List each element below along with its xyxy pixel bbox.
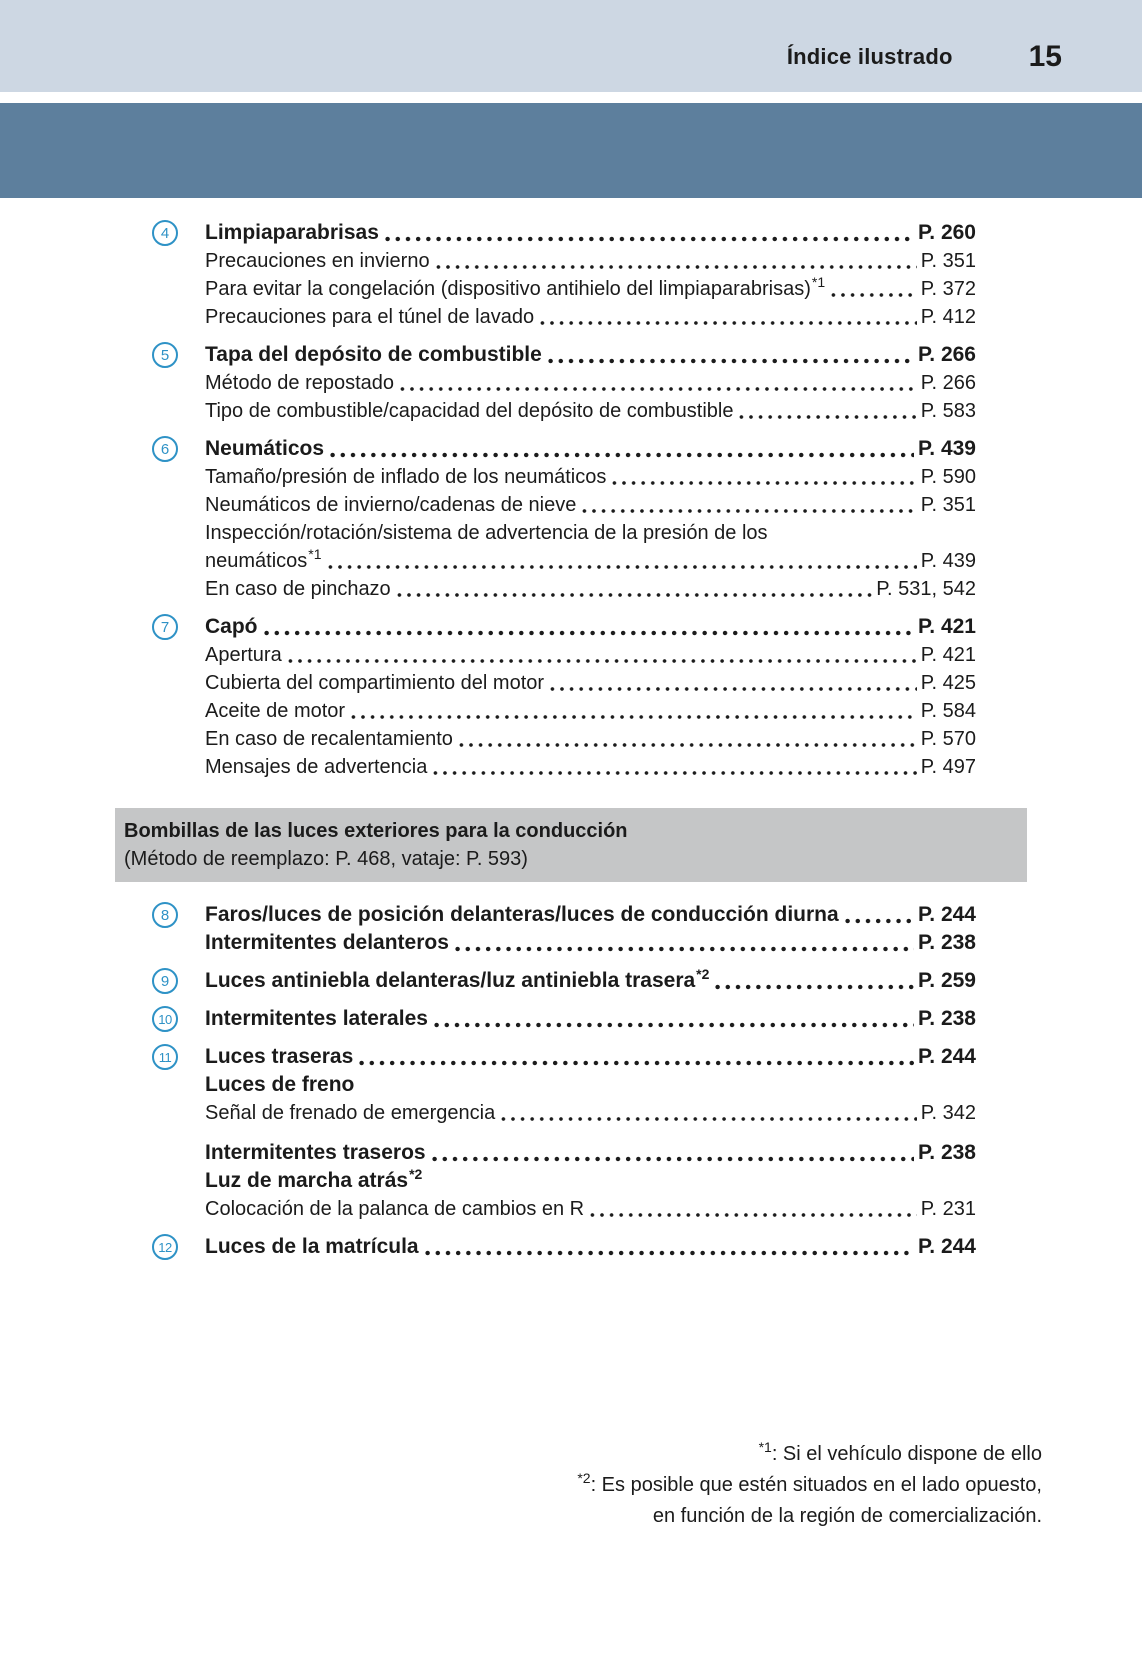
- index-row: [205, 1139, 976, 1167]
- row-label: Cubierta del compartimiento del motor: [205, 672, 545, 694]
- page-ref: P. 421: [920, 644, 976, 666]
- row-label: Neumáticos de invierno/cadenas de nieve: [205, 494, 577, 516]
- footnotes: [0, 1439, 1042, 1532]
- row-label: Tipo de combustible/capacidad del depósito de combustible: [205, 400, 734, 422]
- leader-dots: [550, 686, 917, 692]
- footnote-text: : Si el vehículo dispone de ello: [771, 1443, 1042, 1465]
- leader-dots: [351, 714, 917, 720]
- row-label: Intermitentes laterales: [205, 1007, 428, 1030]
- index-groups: [152, 219, 976, 781]
- leader-dots: [330, 452, 914, 458]
- index-row: Luz de marcha atrás *2: [205, 1167, 976, 1195]
- row-label: Apertura: [205, 644, 282, 666]
- index-row: [205, 697, 976, 725]
- row-label: Tamaño/presión de inflado de los neumáticos: [205, 466, 607, 488]
- row-label: Luces traseras: [205, 1045, 354, 1068]
- leader-dots: [831, 292, 917, 298]
- row-label: Inspección/rotación/sistema de advertencia de la presión de los: [205, 522, 768, 544]
- page-ref: P. 439: [917, 437, 976, 460]
- page-ref: P. 584: [920, 700, 976, 722]
- footnote-line: [0, 1439, 1042, 1470]
- footnote-line: [0, 1470, 1042, 1501]
- row-label: En caso de recalentamiento: [205, 728, 453, 750]
- index-row: [205, 669, 976, 697]
- index-group: [152, 341, 976, 425]
- group-rows: [205, 967, 976, 995]
- page-ref: P. 421: [917, 615, 976, 638]
- leader-dots: [264, 630, 914, 636]
- row-label: Limpiaparabrisas: [205, 221, 379, 244]
- index-row: [205, 435, 976, 463]
- index-row: [205, 1005, 976, 1033]
- index-group: [152, 613, 976, 781]
- index-row: [205, 641, 976, 669]
- leader-dots: [385, 236, 914, 242]
- item-number-badge: 9: [152, 968, 178, 994]
- page-ref: P. 238: [917, 1007, 976, 1030]
- index-row: [205, 397, 976, 425]
- leader-dots: [359, 1060, 914, 1066]
- leader-dots: [590, 1212, 917, 1218]
- row-label: Luz de marcha atrás: [205, 1169, 409, 1192]
- row-label: Precauciones en invierno: [205, 250, 430, 272]
- leader-dots: [715, 984, 914, 990]
- item-number-badge: 12: [152, 1234, 178, 1260]
- leader-dots: [501, 1116, 917, 1122]
- leader-dots: [540, 320, 917, 326]
- row-label: Intermitentes delanteros: [205, 931, 449, 954]
- page-ref: P. 439: [920, 550, 976, 572]
- page-ref: P. 266: [917, 343, 976, 366]
- index-row: Para evitar la congelación (dispositivo antihielo del limpiaparabrisas) *1 P. 372: [205, 275, 976, 303]
- page-ref: P. 590: [920, 466, 976, 488]
- page-ref: P. 497: [920, 756, 976, 778]
- page-ref: P. 372: [920, 278, 976, 300]
- index-group: [152, 1233, 976, 1261]
- row-label: Señal de frenado de emergencia: [205, 1102, 496, 1124]
- group-rows: [205, 341, 976, 425]
- footnote-text: en función de la región de comercialización.: [652, 1505, 1042, 1527]
- footnote-text: : Es posible que estén situados en el lado opuesto,: [590, 1474, 1042, 1496]
- row-label: Método de repostado: [205, 372, 395, 394]
- leader-dots: [397, 592, 873, 598]
- row-label: neumáticos: [205, 550, 308, 572]
- index-row: [205, 1233, 976, 1261]
- footnote-line: [0, 1501, 1042, 1532]
- page-ref: P. 351: [920, 494, 976, 516]
- index-group: [152, 1005, 976, 1033]
- header-page-number: 15: [1028, 40, 1062, 73]
- leader-dots: [425, 1250, 914, 1256]
- page-ref: P. 259: [917, 969, 976, 992]
- index-row: [205, 219, 976, 247]
- decorative-band: [0, 103, 1142, 198]
- index-row: [205, 1099, 976, 1127]
- header-section-title: Índice ilustrado: [786, 44, 953, 69]
- group-rows: [205, 435, 976, 603]
- index-group: [152, 219, 976, 331]
- page-ref: P. 412: [920, 306, 976, 328]
- index-content: [124, 219, 976, 1261]
- index-group: [152, 967, 976, 995]
- index-row: Luces antiniebla delanteras/luz antiniebla trasera *2 P. 259: [205, 967, 976, 995]
- leader-dots: [433, 770, 916, 776]
- leader-dots: [845, 918, 914, 924]
- group-rows: [205, 613, 976, 781]
- page-ref: P. 244: [917, 1235, 976, 1258]
- leader-dots: [328, 564, 917, 570]
- footnote-marker: *1: [758, 1439, 772, 1455]
- page-ref: P. 238: [917, 931, 976, 954]
- highlight-subtitle: (Método de reemplazo: P. 468, vataje: P. 593): [124, 848, 528, 870]
- page-ref: P. 238: [917, 1141, 976, 1164]
- row-label: Aceite de motor: [205, 700, 346, 722]
- row-label: Colocación de la palanca de cambios en R: [205, 1198, 585, 1220]
- row-label: Mensajes de advertencia: [205, 756, 428, 778]
- index-row: [205, 369, 976, 397]
- index-row: [205, 901, 976, 929]
- group-rows: [205, 1233, 976, 1261]
- highlight-box: [115, 808, 1027, 882]
- item-number-badge: 4: [152, 220, 178, 246]
- highlight-title: Bombillas de las luces exteriores para la conducción: [124, 820, 628, 842]
- item-number-badge: 6: [152, 436, 178, 462]
- page-ref: P. 244: [917, 903, 976, 926]
- leader-dots: [582, 508, 916, 514]
- leader-dots: [455, 946, 914, 952]
- row-label: Neumáticos: [205, 437, 325, 460]
- page-ref: P. 570: [920, 728, 976, 750]
- item-number-badge: 10: [152, 1006, 178, 1032]
- index-row: [205, 303, 976, 331]
- index-group: [152, 435, 976, 603]
- index-row: [205, 519, 976, 547]
- page-ref: P. 351: [920, 250, 976, 272]
- page-ref: P. 260: [917, 221, 976, 244]
- leader-dots: [548, 358, 914, 364]
- group-rows: [205, 219, 976, 331]
- leader-dots: [432, 1156, 914, 1162]
- index-row: [205, 753, 976, 781]
- page-ref: P. 425: [920, 672, 976, 694]
- footnote-marker: *2: [577, 1470, 591, 1486]
- index-groups-2: [152, 901, 976, 1261]
- row-label: Intermitentes traseros: [205, 1141, 426, 1164]
- index-row: [205, 1195, 976, 1223]
- index-row: [205, 341, 976, 369]
- index-row: neumáticos *1 P. 439: [205, 547, 976, 575]
- page-ref: P. 231: [920, 1198, 976, 1220]
- group-rows: [205, 1043, 976, 1223]
- index-row: [205, 725, 976, 753]
- row-label: Faros/luces de posición delanteras/luces de conducción diurna: [205, 903, 839, 926]
- item-number-badge: 8: [152, 902, 178, 928]
- page-ref: P. 266: [920, 372, 976, 394]
- page-ref: P. 531, 542: [876, 578, 976, 600]
- item-number-badge: 5: [152, 342, 178, 368]
- leader-dots: [288, 658, 917, 664]
- row-label: Capó: [205, 615, 258, 638]
- item-number-badge: 7: [152, 614, 178, 640]
- index-row: [205, 929, 976, 957]
- leader-dots: [436, 264, 917, 270]
- index-row: [205, 1071, 976, 1099]
- row-label: Tapa del depósito de combustible: [205, 343, 542, 366]
- page-ref: P. 244: [917, 1045, 976, 1068]
- page-ref: P. 342: [920, 1102, 976, 1124]
- leader-dots: [459, 742, 917, 748]
- page-header-band: [0, 0, 1142, 92]
- row-label: Precauciones para el túnel de lavado: [205, 306, 535, 328]
- row-label: Para evitar la congelación (dispositivo antihielo del limpiaparabrisas): [205, 278, 811, 300]
- leader-dots: [612, 480, 916, 486]
- index-row: [205, 491, 976, 519]
- index-row: [205, 575, 976, 603]
- index-group: [152, 901, 976, 957]
- index-row: [205, 613, 976, 641]
- index-row: [205, 463, 976, 491]
- leader-dots: [400, 386, 917, 392]
- row-label: En caso de pinchazo: [205, 578, 391, 600]
- group-rows: [205, 901, 976, 957]
- page-ref: P. 583: [920, 400, 976, 422]
- row-label: Luces antiniebla delanteras/luz antiniebla trasera: [205, 969, 696, 992]
- item-number-badge: 11: [152, 1044, 178, 1070]
- group-rows: [205, 1005, 976, 1033]
- row-label: Luces de freno: [205, 1073, 355, 1096]
- index-group: [152, 1043, 976, 1223]
- index-row: [205, 1043, 976, 1071]
- row-label: Luces de la matrícula: [205, 1235, 419, 1258]
- index-row: [205, 247, 976, 275]
- leader-dots: [739, 414, 916, 420]
- leader-dots: [434, 1022, 914, 1028]
